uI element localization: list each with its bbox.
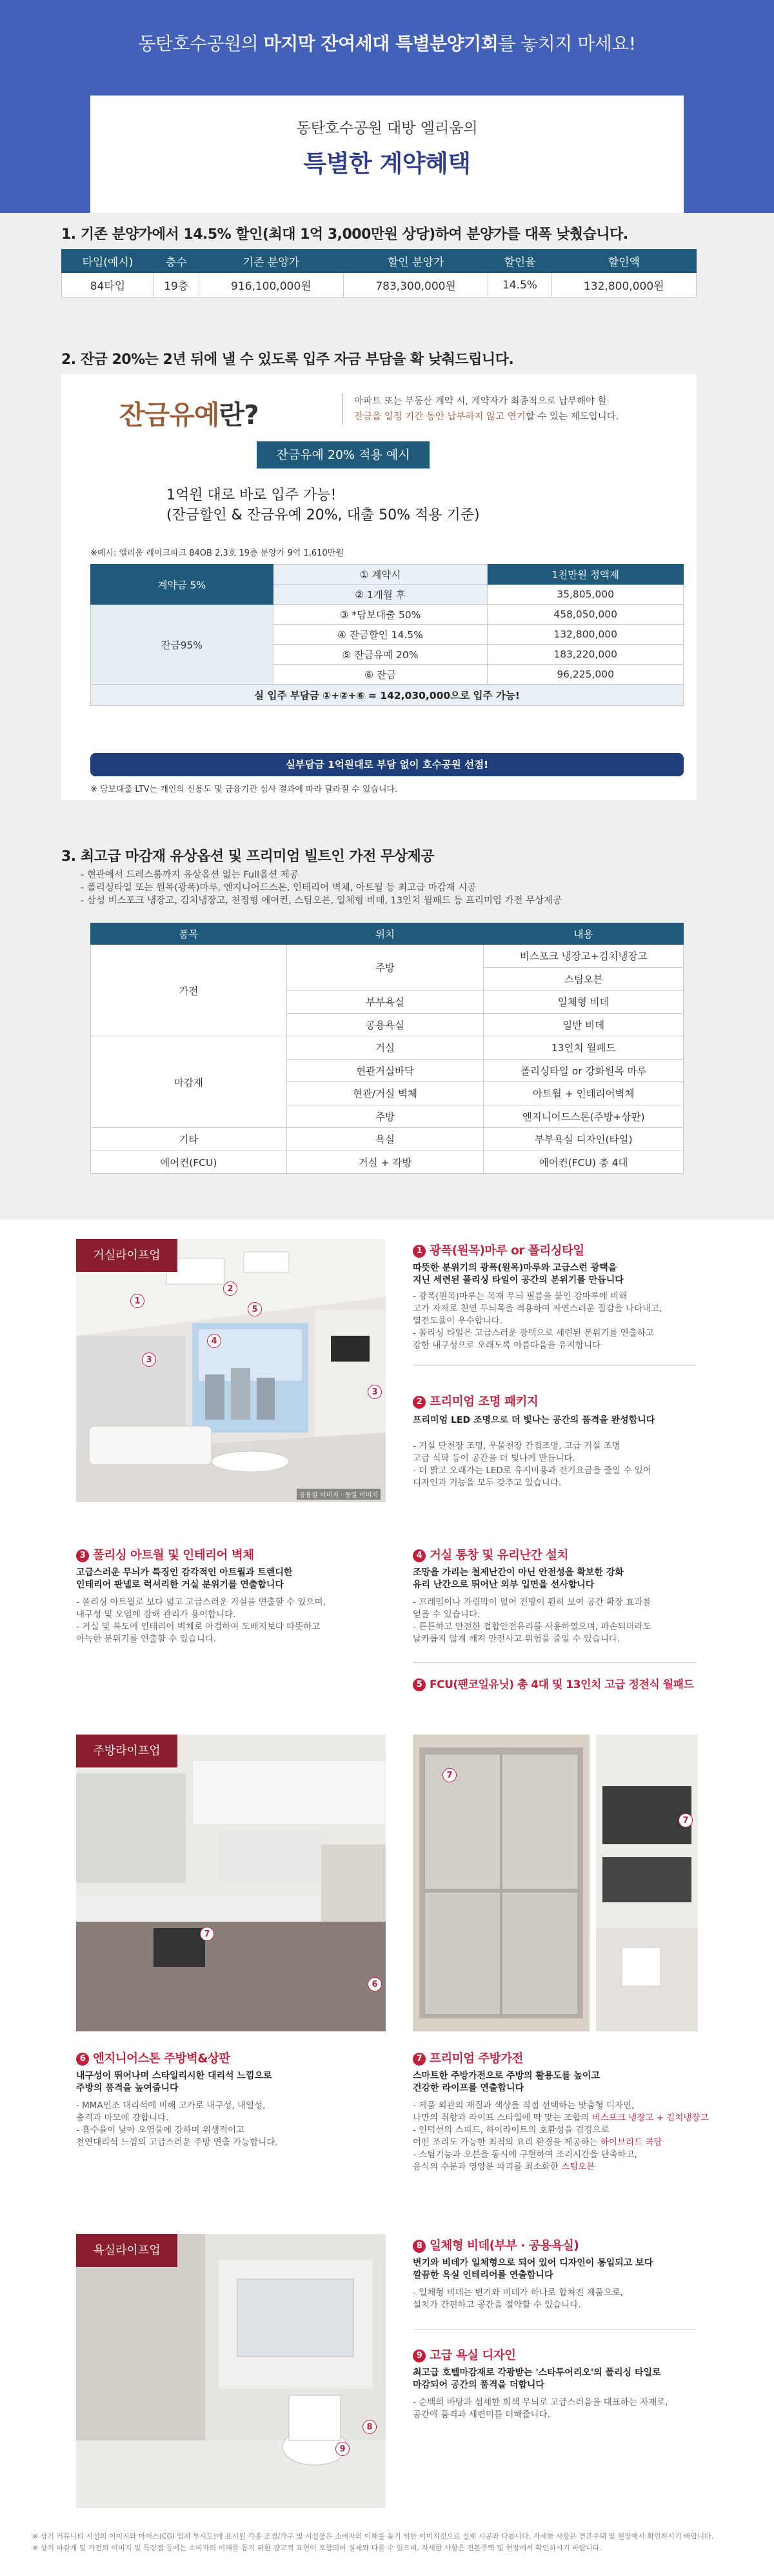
photo-marker: 7: [442, 1768, 457, 1782]
list-item: - 삼성 비스포크 냉장고, 김치냉장고, 천정형 에어컨, 스팀오븐, 일체형 비데, 13인치 월패드 등 프리미엄 가전 무상제공: [81, 896, 562, 906]
feature-3-list: [76, 1596, 379, 1645]
feature-5-title-text: FCU(팬코일유닛) 총 4대 및 13인치 고급 정전식 월패드: [430, 1678, 694, 1691]
cell-location: 주방: [286, 1105, 484, 1128]
feature-4-body-line2: 유리 난간으로 뛰어난 외부 입면을 선사합니다: [413, 1580, 595, 1590]
list-item: - 순백의 바탕과 섬세한 회색 무늬로 고급스러움을 대표하는 자재로,: [413, 2397, 668, 2408]
feature-7-body-line1: 스마트한 주방가전으로 주방의 활용도를 높이고: [413, 2071, 600, 2081]
hero-headline: [0, 30, 774, 55]
number-badge: 1: [413, 1245, 426, 1258]
step-value: 458,050,000: [488, 605, 684, 625]
headline-tail: 를 놓치지 마세요!: [498, 33, 636, 54]
highlight-text: 비스포크 냉장고 + 김치냉장고: [591, 2113, 709, 2123]
feature-8-body: [413, 2257, 710, 2282]
list-item: - 흡수율이 낮아 오염물에 강하며 위생적이고: [76, 2125, 245, 2135]
total-row: 실 입주 부담금 ①+②+⑥ = 142,030,000으로 입주 가능!: [91, 685, 684, 706]
cell-floor: 19층: [154, 273, 199, 297]
number-badge: 3: [76, 1549, 89, 1562]
offer-subtitle: [90, 116, 684, 137]
feature-2-list: [413, 1440, 710, 1489]
feature-1-body-line2: 지닌 세련된 폴리싱 타일이 공간의 분위기를 만듭니다: [413, 1275, 624, 1285]
number-badge: 6: [76, 2053, 89, 2066]
list-item: [413, 2112, 710, 2124]
cell-type: 84타입: [62, 273, 154, 297]
cell-location: 욕실: [286, 1128, 484, 1151]
cell-discount-amount: 132,800,000원: [551, 273, 696, 297]
list-item: - 현관에서 드레스룸까지 유상옵션 없는 Full옵션 제공: [81, 870, 299, 880]
feature-7-title: [413, 2049, 523, 2066]
oven-photo: [596, 1735, 698, 2031]
cell-location: 공용욕실: [286, 1013, 484, 1036]
feature-1-list: [413, 1291, 710, 1352]
photo-marker: 2: [223, 1282, 237, 1296]
fridge-photo: [413, 1735, 590, 2031]
step-value: 96,225,000: [488, 665, 684, 685]
headline-brand: 동탄호수공원: [138, 33, 241, 54]
cell-location: 현관거실바닥: [286, 1059, 484, 1082]
cell-location: 거실 + 각방: [286, 1151, 484, 1174]
balance-title-suffix: 란?: [219, 399, 259, 430]
feature-6-title: [76, 2049, 230, 2066]
cell-original-price: 916,100,000원: [199, 273, 343, 297]
list-item: - 인덕션의 스피드, 하이라이트의 호환성을 겸정으로: [413, 2125, 610, 2135]
feature-4-body: [413, 1567, 710, 1591]
balance-label: 잔금95%: [91, 605, 273, 685]
balance-desc-line2: 할 수 있는 제도입니다.: [525, 412, 619, 422]
living-label: 거실라이프업: [76, 1239, 177, 1272]
living-room-photo: [76, 1239, 386, 1502]
cell-location: 부부욕실: [286, 991, 484, 1014]
feature-4-body-line1: 조망을 가리는 철제난간이 아닌 안전성을 확보한 강화: [413, 1567, 624, 1578]
cell-category: 가전: [91, 945, 287, 1036]
step-value: 132,800,000: [488, 625, 684, 645]
step-label: ③ *담보대출 50%: [273, 605, 488, 625]
photo-marker: 6: [368, 1977, 382, 1991]
table-row: [91, 1036, 684, 1060]
offer-subtitle-suffix: 의: [463, 120, 478, 137]
step-value: 1천만원 정액제: [488, 565, 684, 585]
step-label: ② 1개월 후: [273, 585, 488, 605]
feature-1-title: [413, 1242, 584, 1258]
step-value: 183,220,000: [488, 645, 684, 665]
list-item: - 거실 단천장 조명, 우물천장 간접조명, 고급 거실 조명: [413, 1441, 620, 1451]
balance-desc-highlight: 잔금을 일정 기간 동안 납부하지 않고 연기: [354, 412, 526, 422]
col-content: 내용: [484, 923, 684, 945]
footer-note: ※ 상기 커뮤니티 시설의 이미지와 마이스(CGI 입체 투시도)에 표시된 각종 조경/가구 및 시설물은 소비자의 이해를 돕기 위한 이미지컷으로 실제 시공과 다릅니다. 자세한 사항은 견본주택 및 현장에서 확인하시기 바랍니다.: [32, 2532, 714, 2541]
table-row: [91, 1151, 684, 1174]
feature-4-title-text: 거실 통창 및 유리난간 설치: [430, 1549, 568, 1562]
hero-band: [0, 0, 774, 213]
feature-6-title-text: 엔지니어스톤 주방벽&상판: [93, 2052, 230, 2066]
balance-title-accent: 잔금유예: [119, 399, 219, 430]
feature-3-body-line2: 인테리어 판넬로 럭셔리한 거실 분위기를 연출합니다: [76, 1580, 284, 1590]
step-label: ④ 잔금할인 14.5%: [273, 625, 488, 645]
table-row: [62, 273, 697, 297]
cell-content: 13인치 월패드: [484, 1036, 684, 1060]
divider: [413, 1662, 697, 1663]
list-item: 디자인과 기능을 모두 갖추고 있습니다.: [413, 1478, 562, 1488]
deposit-label: 계약금 5%: [91, 565, 273, 605]
cell-discount-price: 783,300,000원: [343, 273, 488, 297]
list-item: 날카롭지 않게 깨져 안전사고 위험을 줄일 수 있습니다.: [413, 1634, 620, 1644]
offer-card: [90, 96, 684, 213]
oven-illustration: [596, 1735, 698, 2031]
table-row: [91, 565, 684, 585]
feature-6-body-line1: 내구성이 뛰어나며 스타일리시한 대리석 느낌으로: [76, 2071, 272, 2081]
cell-category: 에어컨(FCU): [91, 1151, 287, 1174]
payment-table: [90, 564, 684, 706]
step-label: ⑥ 잔금: [273, 665, 488, 685]
cell-content: 비스포크 냉장고+김치냉장고: [484, 945, 684, 968]
footer-notes: [32, 2531, 742, 2554]
feature-8-title-text: 일체형 비데(부부 · 공용욕실): [430, 2239, 579, 2253]
table-row: [91, 685, 684, 706]
list-item: - 일체형 비데는 변기와 비데가 하나로 합쳐진 제품으로,: [413, 2288, 624, 2298]
cell-content: 에어컨(FCU) 총 4대: [484, 1151, 684, 1174]
cell-location: 현관/거실 벽체: [286, 1082, 484, 1105]
cell-category: 기타: [91, 1128, 287, 1151]
number-badge: 7: [413, 2053, 426, 2066]
feature-3-body-line1: 고급스러운 무늬가 특징인 감각적인 아트월과 트렌디한: [76, 1567, 293, 1578]
list-item: 열전도율이 우수합니다.: [413, 1316, 502, 1326]
list-item: 설치가 간편하고 공간을 절약할 수 있습니다.: [413, 2300, 581, 2310]
list-item: 고가 자재로 천연 무늬목을 적용하여 자연스러운 질감을 나타내고,: [413, 1303, 662, 1314]
list-item: - 거실 및 복도에 인테리어 벽체로 아검하여 도배지보다 따뜻하고: [76, 1622, 321, 1632]
bathroom-photo: [76, 2234, 386, 2508]
feature-9-title-text: 고급 욕실 디자인: [430, 2349, 516, 2362]
feature-3-title-text: 폴리싱 아트월 및 인테리어 벽체: [93, 1549, 254, 1562]
list-item: 아늑한 분위기를 연출할 수 있습니다.: [76, 1634, 217, 1644]
feature-9-body-line1: 최고급 호텔마감재로 각광받는 '스타투어리오'의 폴리싱 타일로: [413, 2368, 661, 2378]
photo-marker: 5: [248, 1302, 262, 1316]
list-item: 천연대리석 느낌의 고급스러운 주방 연출 가능합니다.: [76, 2137, 278, 2148]
highlight-text: 스팀오븐: [561, 2162, 595, 2172]
promo-text: [116, 485, 568, 525]
step-value: 35,805,000: [488, 585, 684, 605]
feature-1-title-text: 광폭(원목)마루 or 폴리싱타일: [430, 1244, 584, 1258]
step-label: ⑤ 잔금유예 20%: [273, 645, 488, 665]
feature-8-body-line2: 깔끔한 욕실 인테리어를 연출합니다: [413, 2270, 553, 2280]
feature-4-list: [413, 1596, 710, 1645]
promo-line1: 1억원 대로 바로 입주 가능!: [166, 487, 337, 503]
photo-caption: 공용실 이미지 · 동일 이미지: [297, 1489, 381, 1500]
list-item: 충격과 마모에 강합니다.: [76, 2113, 169, 2123]
list-item: 고급 식탁 등이 공간을 더 빛나게 만듭니다.: [413, 1453, 575, 1464]
feature-6-list: [76, 2100, 379, 2149]
list-item: - 폴리싱타일 또는 원목(광폭)마루, 엔지니어드스톤, 인테리어 벽체, 아트월 등 최고급 마감재 시공: [81, 883, 477, 893]
feature-4-title: [413, 1546, 568, 1563]
col-category: 품목: [91, 923, 287, 945]
options-table: [90, 923, 684, 1174]
photo-marker: 4: [207, 1334, 221, 1348]
cell-location: 주방: [286, 945, 484, 991]
photo-marker: 7: [200, 1927, 214, 1941]
section2-heading: 2. 잔금 20%는 2년 뒤에 낼 수 있도록 입주 자금 부담을 확 낮춰드립니다.: [61, 352, 514, 368]
table-row: [91, 1128, 684, 1151]
headline-emphasis: 마지막 잔여세대 특별분양기회: [263, 33, 499, 54]
loan-note: ※ 담보대출 LTV는 개인의 신용도 및 금융기관 심사 결과에 따라 달라질 수 있습니다.: [90, 785, 398, 794]
feature-1-body-line1: 따뜻한 분위기의 광폭(원목)마루와 고급스런 광택을: [413, 1263, 617, 1273]
footer-note: ※ 상기 마감재 및 가전의 이미지 및 특장점 등에는 소비자의 이해를 돕기 위한 광고적 표현이 포함되어 실제와 다를 수 있으며, 자세한 사항은 견본주택 및 현장에서 확인하시기 바랍니다.: [32, 2544, 602, 2552]
photo-marker: 1: [130, 1294, 144, 1308]
balance-title: [119, 394, 259, 432]
list-item: [413, 2137, 710, 2149]
step-label: ① 계약시: [273, 565, 488, 585]
bathroom-illustration: [76, 2234, 386, 2508]
list-item-text: 나만의 취향과 라이프 스타일에 딱 맞는 조합의: [413, 2113, 592, 2123]
feature-6-body-line2: 주방의 품격을 높여줍니다: [76, 2083, 179, 2093]
kitchen-photo: [76, 1735, 386, 2031]
list-item: 얻을 수 있습니다.: [413, 1609, 481, 1620]
options-table-header: [91, 923, 684, 945]
photo-marker: 8: [362, 2420, 377, 2434]
feature-9-body-line2: 마감되어 공간의 품격을 더합니다: [413, 2380, 544, 2390]
list-item: - 폴리싱 아트월로 보다 넓고 고급스러운 거실을 연출할 수 있으며,: [76, 1597, 326, 1607]
fridge-illustration: [413, 1735, 590, 2031]
cell-location: 거실: [286, 1036, 484, 1060]
col-original-price: 기존 분양가: [199, 250, 343, 273]
list-item: - 더 밝고 오래가는 LED로 유지비용과 전기요금을 줄일 수 있어: [413, 1465, 651, 1476]
feature-9-list: [413, 2397, 710, 2421]
col-discount-amount: 할인액: [551, 250, 696, 273]
list-item: 내구성 및 오염에 강해 관리가 용이합니다.: [76, 1609, 236, 1620]
feature-2-body: 프리미엄 LED 조명으로 더 빛나는 공간의 품격을 완성합니다: [413, 1415, 655, 1425]
feature-7-body: [413, 2070, 710, 2095]
feature-7-list: [413, 2100, 710, 2173]
balance-desc-line1: 아파트 또는 부동산 계약 시, 계약자가 최종적으로 납부해야 할: [354, 396, 607, 407]
list-item: [413, 2161, 710, 2173]
divider: [413, 1365, 697, 1366]
list-item: - 튼튼하고 안전한 접합안전유리를 사용하였으며, 파손되더라도: [413, 1622, 651, 1632]
number-badge: 9: [413, 2350, 426, 2362]
number-badge: 2: [413, 1396, 426, 1409]
section1-heading: 1. 기존 분양가에서 14.5% 할인(최대 1억 3,000만원 상당)하여 분양가를 대폭 낮췄습니다.: [61, 226, 628, 243]
feature-9-title: [413, 2346, 515, 2363]
col-discount-price: 할인 분양가: [343, 250, 488, 273]
section3-heading: 3. 최고급 마감재 유상옵션 및 프리미엄 빌트인 가전 무상제공: [61, 849, 434, 865]
example-note: ※예시: 엘리움 레이크파크 84OB 2,3호 19층 분양가 9억 1,610만원: [90, 548, 344, 558]
bathroom-label: 욕실라이프업: [76, 2234, 177, 2267]
list-item: 강한 내구성으로 오래도록 아름다움을 유지합니다: [413, 1340, 601, 1351]
cell-content: 부부욕실 디자인(타일): [484, 1128, 684, 1151]
col-location: 위치: [286, 923, 484, 945]
list-item: - 프레임이나 가림막이 없어 전망이 훤히 보여 공간 확장 효과를: [413, 1597, 651, 1607]
feature-8-list: [413, 2287, 710, 2311]
list-item-text: 음식의 수분과 영양분 파괴를 최소화한: [413, 2162, 562, 2172]
headline-connector: 의: [241, 33, 264, 54]
photo-marker: 7: [679, 1813, 693, 1827]
options-bullets: [81, 869, 700, 907]
photo-marker: 9: [335, 2442, 350, 2456]
list-item: - 제품 외관의 재질과 색상을 직접 선택하는 맞춤형 디자인,: [413, 2100, 635, 2111]
list-item: - MMA인조 대리석에 비해 고가로 내구성, 내열성,: [76, 2100, 266, 2111]
feature-6-body: [76, 2070, 379, 2095]
offer-title: 특별한 계약혜택: [303, 150, 471, 177]
cell-content: 일반 비데: [484, 1013, 684, 1036]
number-badge: 4: [413, 1549, 426, 1562]
list-item: 공간에 품격과 세련미를 더해줍니다.: [413, 2410, 550, 2420]
apply-example-badge: 잔금유예 20% 적용 예시: [257, 441, 430, 468]
table-row: [91, 605, 684, 625]
feature-9-body: [413, 2367, 710, 2391]
discount-table: [61, 249, 697, 297]
highlight-text: 하이브리드 쿡탑: [600, 2137, 662, 2148]
kitchen-illustration: [76, 1735, 386, 2031]
feature-5-title: [413, 1675, 693, 1691]
list-item-text: 어떤 조리도 가능한 최적의 요리 환경을 제공하는: [413, 2137, 600, 2148]
kitchen-label: 주방라이프업: [76, 1735, 177, 1767]
feature-3-body: [76, 1567, 379, 1591]
feature-7-title-text: 프리미엄 주방가전: [430, 2052, 523, 2066]
living-room-illustration: [76, 1239, 386, 1502]
list-item: - 폴리싱 타일은 고급스러운 광택으로 세련된 분위기를 연출하고: [413, 1328, 654, 1338]
feature-1-body: [413, 1262, 710, 1287]
list-item: - 광폭(원목)마루는 목재 무늬 필름을 붙인 강마루에 비해: [413, 1291, 628, 1302]
cell-category: 마감재: [91, 1036, 287, 1128]
number-badge: 8: [413, 2240, 426, 2253]
burden-pill: 실부담금 1억원대로 부담 없이 호수공원 선점!: [90, 753, 684, 776]
photo-marker: 3: [142, 1353, 156, 1367]
balance-description: [342, 394, 703, 425]
cell-content: 아트월 + 인테리어벽체: [484, 1082, 684, 1105]
feature-7-body-line2: 건강한 라이프를 연출합니다: [413, 2083, 524, 2093]
cell-discount-rate: 14.5%: [488, 273, 551, 297]
feature-8-title: [413, 2237, 579, 2253]
cell-content: 스팀오븐: [484, 967, 684, 991]
discount-table-header: [62, 250, 697, 273]
feature-3-title: [76, 1546, 254, 1563]
col-type: 타입(예시): [62, 250, 154, 273]
cell-content: 일체형 비데: [484, 991, 684, 1014]
feature-8-body-line1: 변기와 비데가 일체형으로 되어 있어 디자인이 통일되고 보다: [413, 2258, 653, 2268]
cell-content: 엔지니어드스톤(주방+상판): [484, 1105, 684, 1128]
promo-line2: (잔금할인 & 잔금유예 20%, 대출 50% 적용 기준): [166, 507, 480, 523]
offer-subtitle-brand: 동탄호수공원 대방 엘리움: [296, 120, 464, 137]
list-item: - 스팀기능과 오븐을 동시에 구현하여 조리시간을 단축하고,: [413, 2149, 637, 2160]
col-floor: 층수: [154, 250, 199, 273]
feature-2-title: [413, 1393, 538, 1409]
photo-marker: 3: [368, 1385, 382, 1399]
feature-2-title-text: 프리미엄 조명 패키지: [430, 1395, 539, 1409]
table-row: [91, 945, 684, 968]
divider: [413, 2329, 697, 2330]
cell-content: 폴리싱타일 or 강화원목 마루: [484, 1059, 684, 1082]
number-badge: 5: [413, 1678, 426, 1691]
col-discount-rate: 할인율: [488, 250, 551, 273]
